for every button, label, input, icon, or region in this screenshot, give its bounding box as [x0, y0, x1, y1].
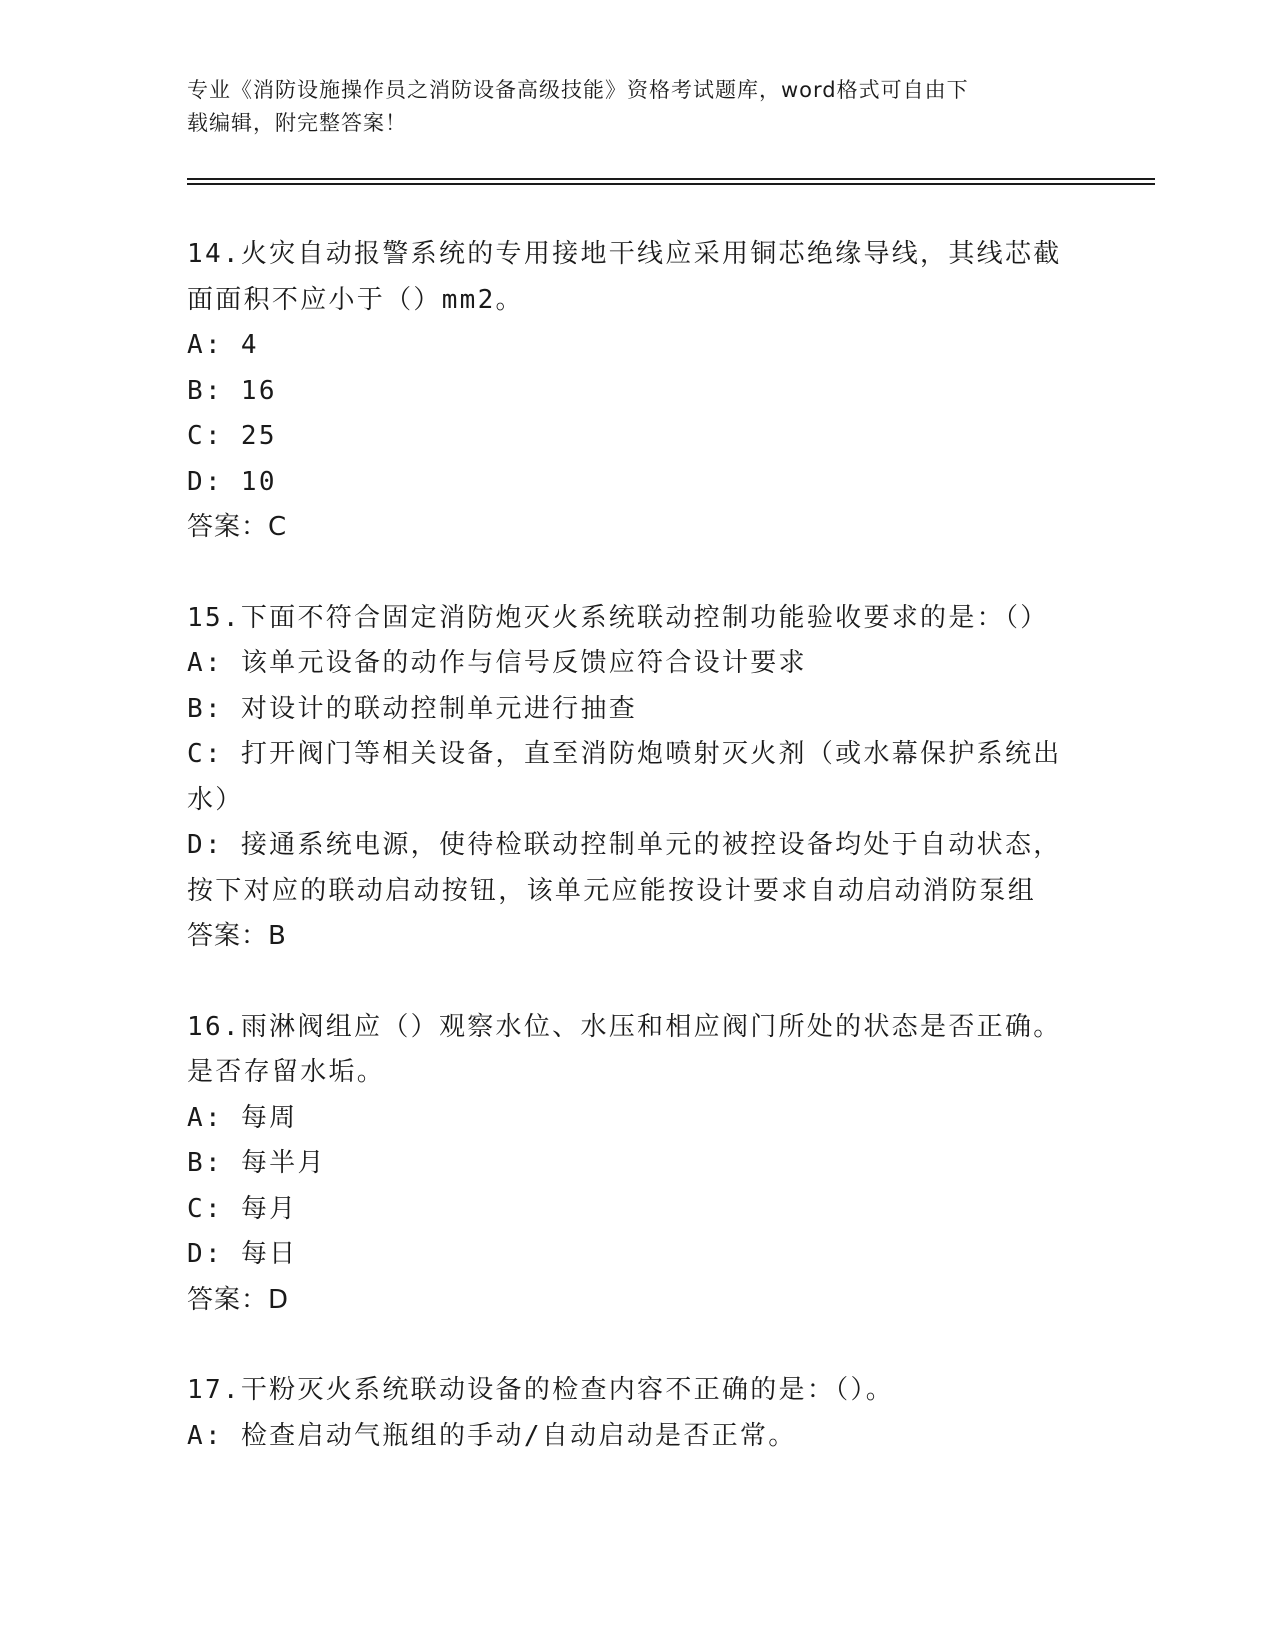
question-text: 14.火灾自动报警系统的专用接地干线应采用铜芯绝缘导线，其线芯截	[187, 239, 1062, 269]
question-text: 17.干粉灭火系统联动设备的检查内容不正确的是：（）。	[187, 1375, 895, 1405]
option-d: D: 10	[187, 466, 277, 497]
question-text: 15.下面不符合固定消防炮灭火系统联动控制功能验收要求的是：（）	[187, 602, 1049, 633]
option-d-continued: 按下对应的联动启动按钮，该单元应能按设计要求自动启动消防泵组	[187, 875, 1037, 906]
document-header	[187, 74, 1087, 140]
question-14	[187, 232, 1087, 551]
question-text: 是否存留水垢。	[187, 1057, 386, 1087]
option-a: A: 4	[187, 330, 259, 360]
header-line-2: 载编辑，附完整答案！	[187, 111, 407, 135]
option-c: C: 25	[187, 421, 277, 451]
option-d: D: 接通系统电源，使待检联动控制单元的被控设备均处于自动状态，	[187, 830, 1062, 860]
question-text: 16.雨淋阀组应（）观察水位、水压和相应阀门所处的状态是否正确。	[187, 1011, 1062, 1042]
option-c-continued: 水）	[187, 784, 244, 815]
answer-label: 答案：D	[187, 1284, 290, 1315]
question-list	[187, 232, 1087, 1504]
option-c: C: 每月	[187, 1193, 298, 1224]
question-17	[187, 1368, 1087, 1459]
option-b: B: 16	[187, 375, 277, 406]
question-text: 面面积不应小于（）mm2。	[187, 284, 524, 315]
header-divider-bottom	[187, 183, 1155, 185]
answer-label: 答案：C	[187, 512, 288, 542]
question-15	[187, 596, 1087, 960]
option-b: B: 每半月	[187, 1148, 326, 1178]
option-a: A: 检查启动气瓶组的手动/自动启动是否正常。	[187, 1420, 797, 1451]
option-d: D: 每日	[187, 1239, 298, 1269]
option-c: C: 打开阀门等相关设备，直至消防炮喷射灭火剂（或水幕保护系统出	[187, 739, 1062, 769]
header-line-1: 专业《消防设施操作员之消防设备高级技能》资格考试题库，word格式可自由下	[187, 78, 969, 102]
option-a: A: 每周	[187, 1102, 298, 1133]
question-16	[187, 1005, 1087, 1324]
answer-label: 答案：B	[187, 921, 287, 951]
option-a: A: 该单元设备的动作与信号反馈应符合设计要求	[187, 648, 807, 678]
option-b: B: 对设计的联动控制单元进行抽查	[187, 693, 638, 724]
header-divider-top	[187, 178, 1155, 180]
